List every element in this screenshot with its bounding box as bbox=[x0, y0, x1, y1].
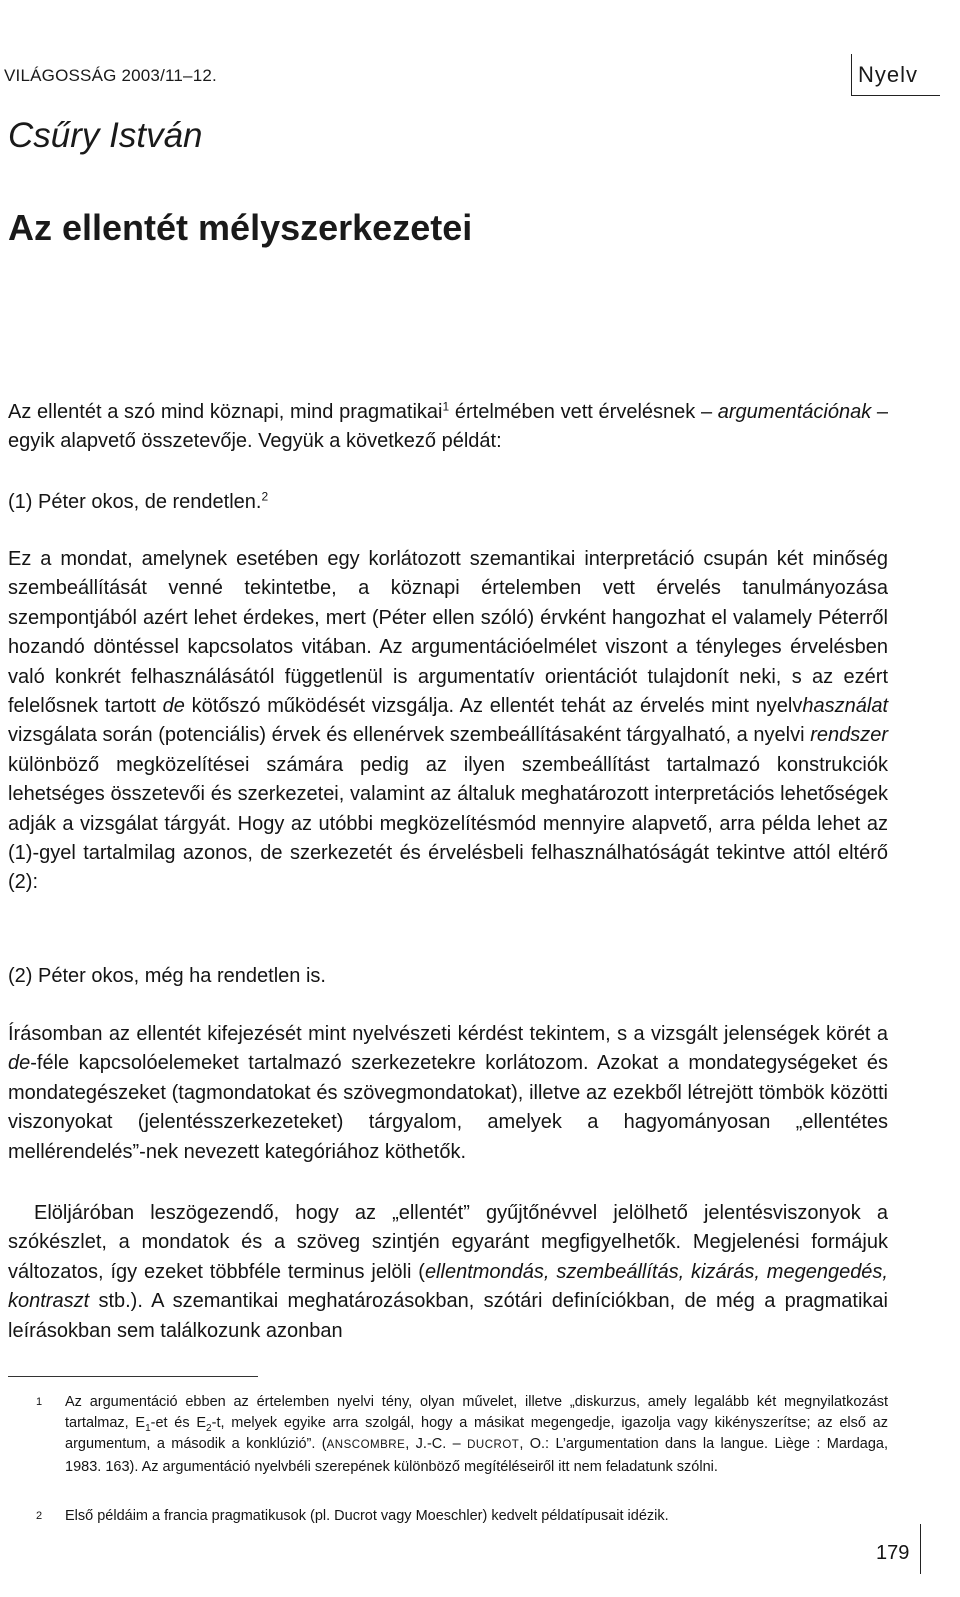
italic-term: rendszer bbox=[810, 724, 888, 747]
paragraph-terminology bbox=[8, 1199, 888, 1346]
footnote-text bbox=[65, 1392, 888, 1478]
page-number: 179 bbox=[876, 1542, 910, 1564]
text-run: stb.). A szemantikai meghatározásokban, szótári definíciókban, de még a pragmatikai leírásokban sem találkozunk azonban bbox=[8, 1290, 888, 1342]
text-run: -et és E bbox=[150, 1415, 207, 1432]
journal-header: VILÁGOSSÁG 2003/11–12. bbox=[4, 66, 217, 85]
subscript: 1 bbox=[145, 1423, 151, 1435]
footnote-text: Első példáim a francia pragmatikusok (pl. Ducrot vagy Moeschler) kedvelt példatípusait idézik. bbox=[65, 1508, 669, 1524]
text-run: Az argumentáció ebben az értelemben nyelvi tény, olyan művelet, illetve „diskurzus, amely legalább két megnyilatkozást tartalmaz, E bbox=[65, 1394, 888, 1432]
text-run: , J.-C. – bbox=[405, 1436, 468, 1453]
italic-term: használat bbox=[802, 695, 889, 718]
footnote-number: 2 bbox=[36, 1510, 43, 1522]
text-run: Írásomban az ellentét kifejezését mint nyelvészeti kérdést tekintem, s a vizsgált jelenségek körét a bbox=[8, 1023, 888, 1045]
footnote-ref-1: 1 bbox=[442, 399, 450, 414]
page-number-rule bbox=[920, 1524, 921, 1574]
paragraph-intro bbox=[8, 398, 888, 457]
italic-term: argumentációnak bbox=[717, 401, 872, 423]
text-run: vizsgálata során (potenciális) érvek és ellenérvek szembeállításaként tárgyalható, a nyelvi bbox=[8, 724, 811, 747]
footnote-ref-2: 2 bbox=[261, 489, 269, 504]
paragraph-argumentation bbox=[8, 545, 888, 898]
section-header: Nyelv bbox=[858, 62, 919, 87]
author-name: Csűry István bbox=[8, 116, 203, 155]
text-run: -t, melyek egyike arra szolgál, hogy a másikat megengedje, igazolja vagy kikényszerítse; az első az argumentum, a második a konklúzió”. ( bbox=[65, 1415, 888, 1453]
example-text: (1) Péter okos, de rendetlen. bbox=[8, 491, 262, 513]
example-2: (2) Péter okos, még ha rendetlen is. bbox=[8, 965, 326, 987]
text-run: Az ellentét a szó mind köznapi, mind pragmatikai bbox=[8, 401, 443, 423]
text-run: – egyik alapvető összetevője. Vegyük a következő példát: bbox=[8, 401, 889, 453]
example-1 bbox=[8, 488, 268, 517]
small-caps-name: ANSCOMBRE bbox=[326, 1439, 406, 1452]
text-run: Ez a mondat, amelynek esetében egy korlátozott szemantikai interpretáció csupán két minőség szembeállítását venné tekintetbe, a köznapi értelemben vett érvelés tanulmányozása szempontjából azért lehet érdekes, mert (Péter ellen szóló) érvként hangozhat el valamely Péterről hozandó döntéssel kapcsolatos vitában. Az argumentációelmélet viszont a tényleges érvelésben való konkrét felhasználásától függetlenül is argumentatív orientációt tulajdonít neki, s az ezért felelősnek tartott bbox=[8, 548, 888, 718]
paragraph-scope bbox=[8, 1020, 888, 1167]
text-run: Elöljáróban leszögezendő, hogy az „ellentét” gyűjtőnévvel jelölhető jelentésviszonyok a szókészlet, a mondatok és a szöveg szintjén egyaránt megfigyelhetők. Megjelenési formájuk változatos, így ezeket többféle terminus jelöli ( bbox=[8, 1202, 888, 1283]
italic-term: de bbox=[8, 1052, 31, 1075]
footnote-number: 1 bbox=[36, 1396, 43, 1408]
text-run: különböző megközelítései számára pedig az ilyen szembeállítást tartalmazó konstrukciók lehetséges összetevői és szerkezetei, valamint az általuk meghatározott interpretációs lehetőségek adják a vizsgálat tárgyát. Hogy az utóbbi megközelítésmód mennyire alapvető, arra példa lehet az (1)-gyel tartalmilag azonos, de szerkezetét és érvelésbeli felhasználhatóságát tekintve attól eltérő (2): bbox=[8, 753, 888, 894]
text-run: kötőszó működését vizsgálja. Az ellentét tehát az érvelés mint nyelv bbox=[184, 695, 803, 718]
text-run: , O.: L’argumentation dans la langue. Liège : Mardaga, 1983. 163). Az argumentáció nyelvbéli szerepének különböző megítéléseiről itt nem feladatunk szólni. bbox=[65, 1436, 889, 1475]
footnote-2 bbox=[8, 1506, 888, 1527]
article-title: Az ellentét mélyszerkezetei bbox=[8, 207, 473, 248]
footnote-1 bbox=[8, 1392, 888, 1478]
text-run: -féle kapcsolóelemeket tartalmazó szerkezetekre korlátozom. Azokat a mondategységeket és mondategészeket (tagmondatokat és szövegmondatokat), illetve az ezekből létrejött tömbök közötti viszonyokat (jelentésszerkezeteket) tárgyalom, amelyek a hagyományosan „ellentétes mellérendelés”-nek nevezett kategóriához köthetők. bbox=[8, 1052, 888, 1163]
small-caps-name: DUCROT bbox=[467, 1439, 520, 1452]
italic-term: de bbox=[162, 695, 185, 718]
subscript: 2 bbox=[206, 1423, 212, 1435]
text-run: értelmében vett érvelésnek – bbox=[449, 401, 718, 423]
footnote-divider bbox=[8, 1376, 258, 1377]
italic-term: ellentmondás, szembeállítás, kizárás, megengedés, kontraszt bbox=[8, 1260, 888, 1313]
